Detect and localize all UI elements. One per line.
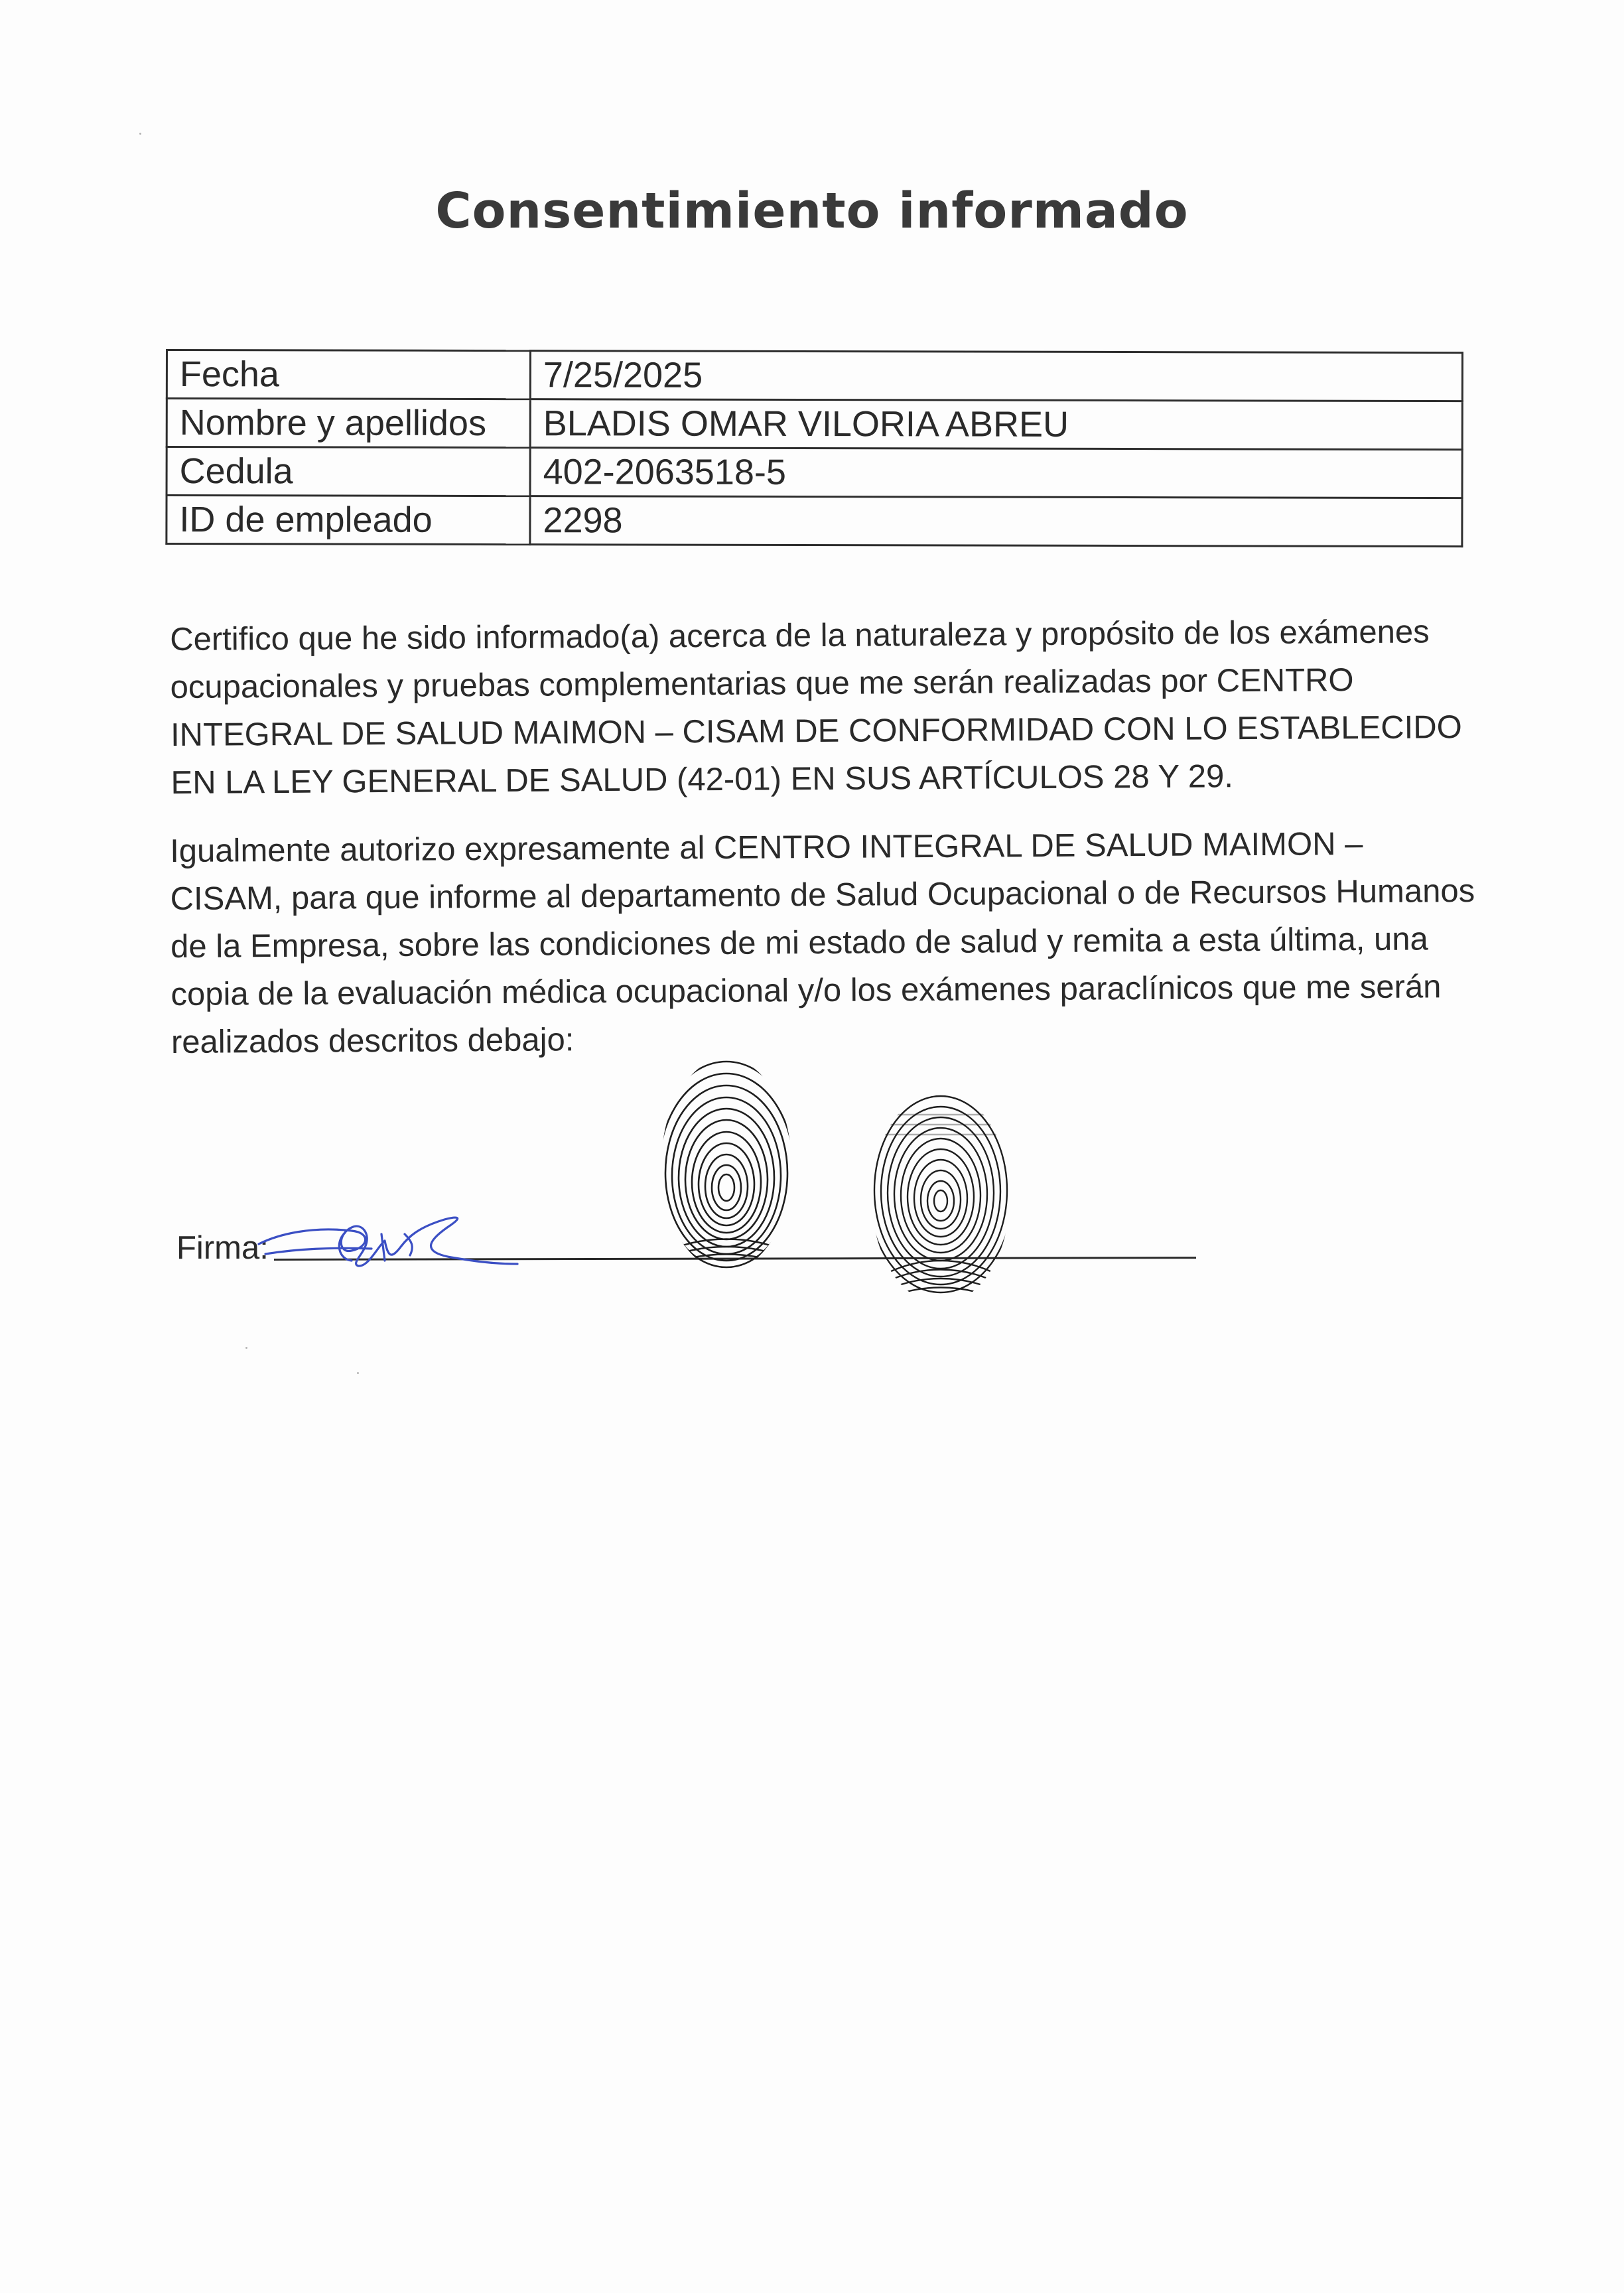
field-value-nombre: BLADIS OMAR VILORIA ABREU xyxy=(530,399,1462,450)
document-title: Consentimiento informado xyxy=(435,182,1189,240)
table-row xyxy=(167,447,1462,498)
scan-speck xyxy=(139,133,141,135)
table-row xyxy=(167,399,1462,450)
table-row xyxy=(167,350,1462,401)
personal-info-table xyxy=(165,349,1463,547)
field-label-cedula: Cedula xyxy=(167,447,530,496)
certification-paragraph: Certifico que he sido informado(a) acerca de la naturaleza y propósito de los exámenes ocupacionales y pruebas complementarias que me serán realizadas por CENTRO INTEGRAL DE SALUD MAIMON – CISAM DE CONFORMIDAD CON LO ESTABLECIDO EN LA LEY GENERAL DE SALUD (42-01) EN SUS ARTÍCULOS 28 Y 29. xyxy=(170,614,1462,801)
fingerprint-right-icon xyxy=(868,1088,1014,1307)
field-label-id-empleado: ID de empleado xyxy=(167,496,530,545)
field-label-fecha: Fecha xyxy=(167,350,530,399)
field-value-fecha: 7/25/2025 xyxy=(530,351,1462,401)
fingerprint-left-icon xyxy=(657,1055,796,1274)
scan-speck xyxy=(245,1347,247,1349)
field-value-id-empleado: 2298 xyxy=(530,496,1462,547)
handwritten-signature xyxy=(252,1194,531,1287)
field-value-cedula: 402-2063518-5 xyxy=(530,448,1462,498)
authorization-paragraph: Igualmente autorizo expresamente al CENTRO INTEGRAL DE SALUD MAIMON – CISAM, para que informe al departamento de Salud Ocupacional o de Recursos Humanos de la Empresa, sobre las condiciones de mi estado de salud y remita a esta última, una copia de la evaluación médica ocupacional y/o los exámenes paraclínicos que me serán realizados descritos debajo: xyxy=(170,826,1475,1060)
scan-speck xyxy=(357,1372,359,1374)
field-label-nombre: Nombre y apellidos xyxy=(167,399,530,448)
signature-label: Firma: xyxy=(176,1230,269,1266)
table-row xyxy=(167,496,1462,547)
